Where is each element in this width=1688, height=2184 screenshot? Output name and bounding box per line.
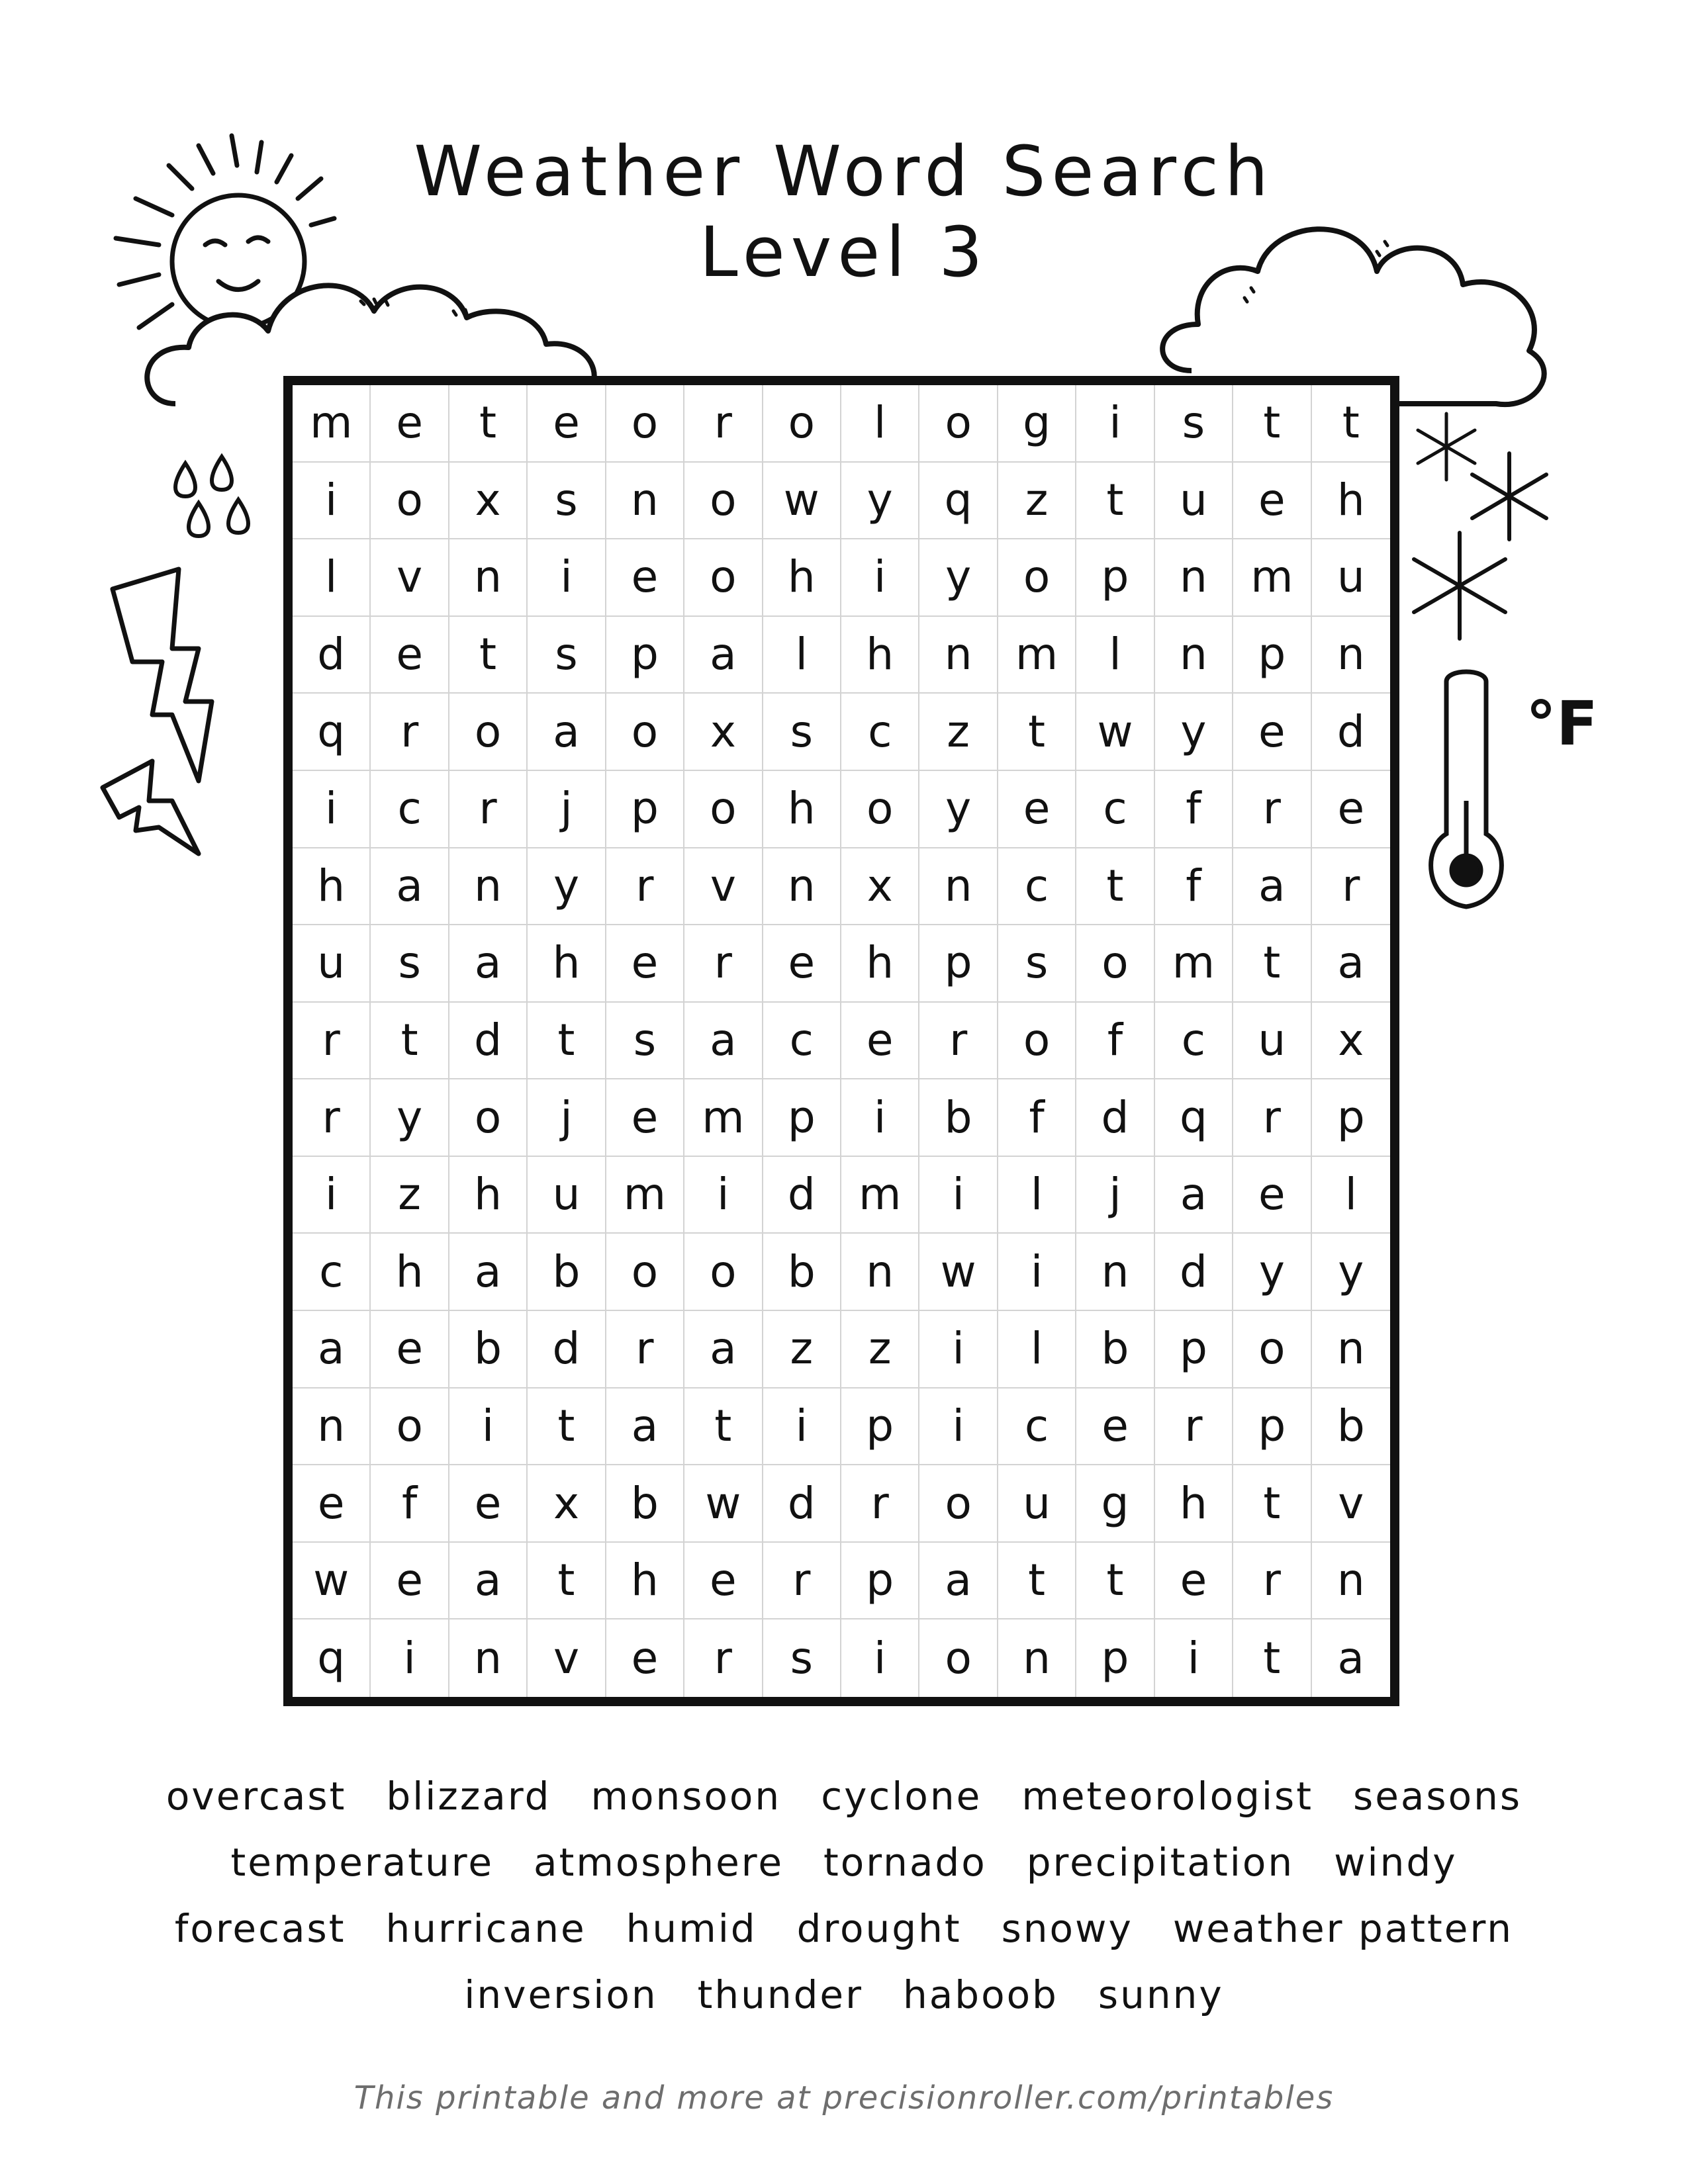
grid-cell: i bbox=[841, 1619, 919, 1697]
grid-cell: e bbox=[371, 1543, 449, 1620]
grid-cell: s bbox=[371, 925, 449, 1003]
word-bank-item: thunder bbox=[697, 1972, 863, 2017]
word-search-grid bbox=[283, 376, 1399, 1706]
grid-cell: p bbox=[1233, 617, 1311, 694]
grid-cell: e bbox=[606, 539, 684, 617]
grid-cell: p bbox=[1076, 539, 1154, 617]
grid-cell: d bbox=[763, 1465, 841, 1543]
grid-cell: i bbox=[919, 1157, 998, 1234]
grid-cell: z bbox=[919, 694, 998, 771]
grid-cell: o bbox=[998, 1003, 1076, 1080]
grid-cell: n bbox=[1312, 617, 1390, 694]
grid-cell: b bbox=[1312, 1388, 1390, 1466]
grid-cell: o bbox=[763, 385, 841, 463]
grid-cell: o bbox=[998, 539, 1076, 617]
word-bank-item: overcast bbox=[165, 1774, 347, 1819]
grid-cell: o bbox=[606, 385, 684, 463]
grid-cell: t bbox=[528, 1543, 606, 1620]
grid-cell: o bbox=[919, 385, 998, 463]
grid-cell: o bbox=[1233, 1311, 1311, 1388]
grid-cell: t bbox=[684, 1388, 763, 1466]
grid-cell: r bbox=[293, 1079, 371, 1157]
grid-cell: m bbox=[684, 1079, 763, 1157]
grid-cell: o bbox=[449, 694, 528, 771]
grid-cell: a bbox=[1233, 848, 1311, 926]
grid-cell: s bbox=[763, 694, 841, 771]
grid-cell: h bbox=[528, 925, 606, 1003]
grid-cell: v bbox=[684, 848, 763, 926]
page-title: Weather Word Search bbox=[414, 131, 1274, 212]
grid-cell: c bbox=[1155, 1003, 1233, 1080]
word-bank-item: inversion bbox=[464, 1972, 658, 2017]
grid-cell: e bbox=[1233, 1157, 1311, 1234]
grid-cell: p bbox=[763, 1079, 841, 1157]
grid-cell: y bbox=[1155, 694, 1233, 771]
grid-cell: u bbox=[1312, 539, 1390, 617]
grid-cell: y bbox=[371, 1079, 449, 1157]
grid-cell: h bbox=[293, 848, 371, 926]
grid-cell: i bbox=[841, 539, 919, 617]
grid-cell: p bbox=[919, 925, 998, 1003]
word-bank-item: meteorologist bbox=[1021, 1774, 1313, 1819]
word-bank-item: monsoon bbox=[590, 1774, 782, 1819]
thermometer-icon bbox=[1417, 668, 1516, 913]
grid-cell: e bbox=[606, 925, 684, 1003]
grid-cell: j bbox=[528, 1079, 606, 1157]
word-bank-item: atmosphere bbox=[534, 1840, 784, 1885]
grid-cell: e bbox=[841, 1003, 919, 1080]
grid-cell: i bbox=[528, 539, 606, 617]
grid-cell: j bbox=[1076, 1157, 1154, 1234]
grid-cell: t bbox=[998, 694, 1076, 771]
grid-cell: m bbox=[1155, 925, 1233, 1003]
grid-cell: i bbox=[449, 1388, 528, 1466]
grid-cell: v bbox=[528, 1619, 606, 1697]
page-subtitle: Level 3 bbox=[699, 212, 989, 293]
grid-cell: e bbox=[371, 617, 449, 694]
word-bank-item: sunny bbox=[1098, 1972, 1224, 2017]
grid-cell: o bbox=[371, 1388, 449, 1466]
grid-cell: e bbox=[1233, 463, 1311, 540]
grid-cell: z bbox=[763, 1311, 841, 1388]
grid-cell: n bbox=[1155, 617, 1233, 694]
grid-cell: c bbox=[998, 1388, 1076, 1466]
grid-cell: r bbox=[606, 1311, 684, 1388]
word-bank-item: haboob bbox=[902, 1972, 1058, 2017]
grid-cell: t bbox=[1233, 925, 1311, 1003]
grid-cell: t bbox=[1312, 385, 1390, 463]
grid-cell: t bbox=[449, 385, 528, 463]
grid-cell: h bbox=[841, 925, 919, 1003]
grid-cell: r bbox=[763, 1543, 841, 1620]
word-bank-item: precipitation bbox=[1026, 1840, 1295, 1885]
grid-cell: l bbox=[763, 617, 841, 694]
grid-cell: t bbox=[371, 1003, 449, 1080]
grid-cell: u bbox=[998, 1465, 1076, 1543]
grid-cell: a bbox=[684, 1311, 763, 1388]
grid-cell: e bbox=[606, 1619, 684, 1697]
grid-cell: x bbox=[1312, 1003, 1390, 1080]
grid-cell: y bbox=[1312, 1234, 1390, 1311]
grid-cell: w bbox=[684, 1465, 763, 1543]
grid-cell: c bbox=[998, 848, 1076, 926]
word-bank-item: blizzard bbox=[386, 1774, 551, 1819]
grid-cell: x bbox=[684, 694, 763, 771]
grid-cell: t bbox=[1233, 385, 1311, 463]
grid-cell: t bbox=[528, 1003, 606, 1080]
grid-cell: s bbox=[606, 1003, 684, 1080]
grid-cell: y bbox=[528, 848, 606, 926]
grid-cell: r bbox=[684, 385, 763, 463]
grid-cell: n bbox=[763, 848, 841, 926]
grid-cell: e bbox=[998, 771, 1076, 848]
grid-cell: t bbox=[1233, 1465, 1311, 1543]
grid-cell: c bbox=[1076, 771, 1154, 848]
grid-cell: a bbox=[293, 1311, 371, 1388]
grid-cell: r bbox=[1312, 848, 1390, 926]
grid-cell: l bbox=[998, 1157, 1076, 1234]
grid-cell: n bbox=[449, 848, 528, 926]
grid-cell: a bbox=[449, 1234, 528, 1311]
grid-cell: d bbox=[1155, 1234, 1233, 1311]
grid-cell: e bbox=[1233, 694, 1311, 771]
grid-cell: p bbox=[1312, 1079, 1390, 1157]
grid-cell: r bbox=[371, 694, 449, 771]
grid-cell: r bbox=[449, 771, 528, 848]
word-bank-item: cyclone bbox=[821, 1774, 982, 1819]
grid-cell: r bbox=[1233, 771, 1311, 848]
grid-cell: q bbox=[1155, 1079, 1233, 1157]
grid-cell: p bbox=[841, 1388, 919, 1466]
grid-cell: c bbox=[293, 1234, 371, 1311]
grid-cell: t bbox=[1076, 463, 1154, 540]
grid-cell: o bbox=[684, 1234, 763, 1311]
grid-cell: m bbox=[998, 617, 1076, 694]
grid-cell: p bbox=[1076, 1619, 1154, 1697]
grid-cell: j bbox=[528, 771, 606, 848]
grid-cell: l bbox=[1312, 1157, 1390, 1234]
grid-cell: w bbox=[293, 1543, 371, 1620]
grid-cell: n bbox=[998, 1619, 1076, 1697]
grid-cell: x bbox=[449, 463, 528, 540]
grid-cell: b bbox=[606, 1465, 684, 1543]
grid-cell: l bbox=[998, 1311, 1076, 1388]
grid-cell: o bbox=[841, 771, 919, 848]
grid-cell: t bbox=[1076, 848, 1154, 926]
grid-cell: n bbox=[919, 848, 998, 926]
grid-cell: z bbox=[841, 1311, 919, 1388]
word-bank-row bbox=[0, 1774, 1688, 1819]
grid-cell: b bbox=[449, 1311, 528, 1388]
grid-cell: f bbox=[371, 1465, 449, 1543]
grid-cell: x bbox=[841, 848, 919, 926]
grid-cell: c bbox=[841, 694, 919, 771]
grid-cell: r bbox=[1155, 1388, 1233, 1466]
grid-cell: n bbox=[449, 539, 528, 617]
grid-cell: i bbox=[998, 1234, 1076, 1311]
grid-cell: h bbox=[371, 1234, 449, 1311]
word-bank-item: humid bbox=[626, 1906, 757, 1951]
grid-cell: q bbox=[293, 694, 371, 771]
grid-cell: f bbox=[1076, 1003, 1154, 1080]
grid-cell: m bbox=[606, 1157, 684, 1234]
grid-cell: i bbox=[293, 463, 371, 540]
grid-cell: i bbox=[684, 1157, 763, 1234]
grid-cell: e bbox=[293, 1465, 371, 1543]
grid-cell: d bbox=[528, 1311, 606, 1388]
grid-cell: d bbox=[293, 617, 371, 694]
grid-cell: a bbox=[1312, 925, 1390, 1003]
grid-cell: e bbox=[371, 1311, 449, 1388]
grid-cell: t bbox=[1233, 1619, 1311, 1697]
grid-cell: m bbox=[841, 1157, 919, 1234]
grid-cell: s bbox=[763, 1619, 841, 1697]
grid-cell: e bbox=[1155, 1543, 1233, 1620]
grid-cell: x bbox=[528, 1465, 606, 1543]
grid-cell: a bbox=[606, 1388, 684, 1466]
raindrops-icon bbox=[165, 457, 271, 543]
word-bank-row bbox=[0, 1906, 1688, 1951]
grid-cell: o bbox=[371, 463, 449, 540]
word-bank-item: tornado bbox=[823, 1840, 987, 1885]
grid-cell: u bbox=[1233, 1003, 1311, 1080]
grid-cell: n bbox=[606, 463, 684, 540]
word-bank-item: windy bbox=[1334, 1840, 1458, 1885]
grid-cell: w bbox=[919, 1234, 998, 1311]
grid-cell: r bbox=[1233, 1543, 1311, 1620]
grid-cell: r bbox=[841, 1465, 919, 1543]
grid-cell: t bbox=[449, 617, 528, 694]
grid-cell: t bbox=[998, 1543, 1076, 1620]
grid-cell: e bbox=[606, 1079, 684, 1157]
grid-cell: v bbox=[1312, 1465, 1390, 1543]
word-bank-item: hurricane bbox=[385, 1906, 586, 1951]
grid-cell: w bbox=[763, 463, 841, 540]
grid-cell: g bbox=[1076, 1465, 1154, 1543]
grid-cell: i bbox=[1076, 385, 1154, 463]
grid-cell: b bbox=[919, 1079, 998, 1157]
grid-cell: i bbox=[293, 1157, 371, 1234]
grid-cell: l bbox=[293, 539, 371, 617]
grid-cell: m bbox=[293, 385, 371, 463]
grid-cell: v bbox=[371, 539, 449, 617]
grid-cell: h bbox=[763, 771, 841, 848]
grid-cell: a bbox=[1155, 1157, 1233, 1234]
grid-cell: p bbox=[606, 771, 684, 848]
grid-cell: r bbox=[919, 1003, 998, 1080]
grid-cell: y bbox=[1233, 1234, 1311, 1311]
grid-cell: u bbox=[528, 1157, 606, 1234]
grid-cell: n bbox=[293, 1388, 371, 1466]
grid-cell: e bbox=[684, 1543, 763, 1620]
grid-cell: n bbox=[1155, 539, 1233, 617]
grid-cell: p bbox=[1155, 1311, 1233, 1388]
word-bank-item: drought bbox=[796, 1906, 962, 1951]
grid-cell: h bbox=[606, 1543, 684, 1620]
grid-cell: n bbox=[841, 1234, 919, 1311]
grid-cell: o bbox=[919, 1465, 998, 1543]
grid-cell: n bbox=[449, 1619, 528, 1697]
grid-cell: o bbox=[1076, 925, 1154, 1003]
grid-cell: b bbox=[1076, 1311, 1154, 1388]
grid-cell: y bbox=[841, 463, 919, 540]
grid-cell: f bbox=[1155, 771, 1233, 848]
grid-cell: d bbox=[1076, 1079, 1154, 1157]
grid-cell: n bbox=[1076, 1234, 1154, 1311]
grid-cell: i bbox=[841, 1079, 919, 1157]
grid-cell: s bbox=[528, 617, 606, 694]
grid-cell: i bbox=[1155, 1619, 1233, 1697]
grid-cell: e bbox=[528, 385, 606, 463]
grid-cell: p bbox=[1233, 1388, 1311, 1466]
grid-cell: t bbox=[1076, 1543, 1154, 1620]
grid-cell: n bbox=[919, 617, 998, 694]
grid-cell: a bbox=[449, 1543, 528, 1620]
grid-cell: o bbox=[606, 694, 684, 771]
grid-cell: r bbox=[606, 848, 684, 926]
grid-cell: a bbox=[684, 1003, 763, 1080]
grid-cell: b bbox=[528, 1234, 606, 1311]
word-bank-item: seasons bbox=[1352, 1774, 1523, 1819]
grid-cell: t bbox=[528, 1388, 606, 1466]
grid-cell: p bbox=[841, 1543, 919, 1620]
grid-cell: a bbox=[528, 694, 606, 771]
grid-cell: u bbox=[1155, 463, 1233, 540]
word-bank-item: forecast bbox=[174, 1906, 346, 1951]
grid-cell: d bbox=[763, 1157, 841, 1234]
word-bank-row bbox=[0, 1972, 1688, 2017]
grid-cell: o bbox=[449, 1079, 528, 1157]
grid-cell: p bbox=[606, 617, 684, 694]
grid-cell: h bbox=[1312, 463, 1390, 540]
grid-cell: r bbox=[293, 1003, 371, 1080]
grid-cell: d bbox=[1312, 694, 1390, 771]
grid-cell: u bbox=[293, 925, 371, 1003]
grid-cell: z bbox=[998, 463, 1076, 540]
grid-cell: q bbox=[293, 1619, 371, 1697]
grid-cell: y bbox=[919, 539, 998, 617]
grid-cell: e bbox=[371, 385, 449, 463]
grid-cell: h bbox=[763, 539, 841, 617]
word-bank-row bbox=[0, 1840, 1688, 1885]
grid-cell: h bbox=[1155, 1465, 1233, 1543]
grid-cell: n bbox=[1312, 1543, 1390, 1620]
thermometer-unit-label: °F bbox=[1526, 688, 1598, 759]
grid-cell: e bbox=[1076, 1388, 1154, 1466]
lightning-icon bbox=[99, 563, 245, 867]
grid-cell: e bbox=[763, 925, 841, 1003]
grid-cell: o bbox=[684, 771, 763, 848]
grid-cell: c bbox=[763, 1003, 841, 1080]
grid-cell: o bbox=[919, 1619, 998, 1697]
grid-cell: o bbox=[684, 463, 763, 540]
grid-cell: z bbox=[371, 1157, 449, 1234]
grid-cell: i bbox=[371, 1619, 449, 1697]
grid-cell: a bbox=[919, 1543, 998, 1620]
grid-cell: a bbox=[371, 848, 449, 926]
word-bank-item: temperature bbox=[230, 1840, 494, 1885]
grid-cell: a bbox=[684, 617, 763, 694]
grid-cell: f bbox=[998, 1079, 1076, 1157]
grid-cell: e bbox=[1312, 771, 1390, 848]
grid-cell: i bbox=[293, 771, 371, 848]
grid-cell: a bbox=[1337, 1632, 1364, 1684]
grid-cell: c bbox=[371, 771, 449, 848]
grid-cell: s bbox=[528, 463, 606, 540]
grid-cell: w bbox=[1076, 694, 1154, 771]
grid-cell: l bbox=[1076, 617, 1154, 694]
grid-cell: n bbox=[1312, 1311, 1390, 1388]
grid-cell: f bbox=[1155, 848, 1233, 926]
grid-cell: o bbox=[606, 1234, 684, 1311]
grid-cell: h bbox=[449, 1157, 528, 1234]
grid-cell: h bbox=[841, 617, 919, 694]
grid-cell: s bbox=[1155, 385, 1233, 463]
snowflake-icon bbox=[1463, 450, 1556, 543]
grid-cell: i bbox=[919, 1311, 998, 1388]
grid-cell: r bbox=[684, 1619, 763, 1697]
grid-cell: e bbox=[449, 1465, 528, 1543]
word-bank-item: weather pattern bbox=[1172, 1906, 1514, 1951]
grid-cell: r bbox=[684, 925, 763, 1003]
footer-credit: This printable and more at precisionroller.com/printables bbox=[353, 2079, 1335, 2116]
grid-cell: b bbox=[763, 1234, 841, 1311]
word-bank-item: snowy bbox=[1001, 1906, 1133, 1951]
grid-cell: s bbox=[998, 925, 1076, 1003]
grid-cell: i bbox=[919, 1388, 998, 1466]
snowflake-icon bbox=[1403, 529, 1516, 642]
grid-cell: o bbox=[684, 539, 763, 617]
grid-cell: i bbox=[763, 1388, 841, 1466]
grid-cell: g bbox=[998, 385, 1076, 463]
grid-cell: m bbox=[1233, 539, 1311, 617]
grid-cell: d bbox=[449, 1003, 528, 1080]
grid-cell: a bbox=[449, 925, 528, 1003]
grid-cell: l bbox=[841, 385, 919, 463]
grid-cell: r bbox=[1233, 1079, 1311, 1157]
grid-cell: q bbox=[919, 463, 998, 540]
grid-cell: y bbox=[919, 771, 998, 848]
